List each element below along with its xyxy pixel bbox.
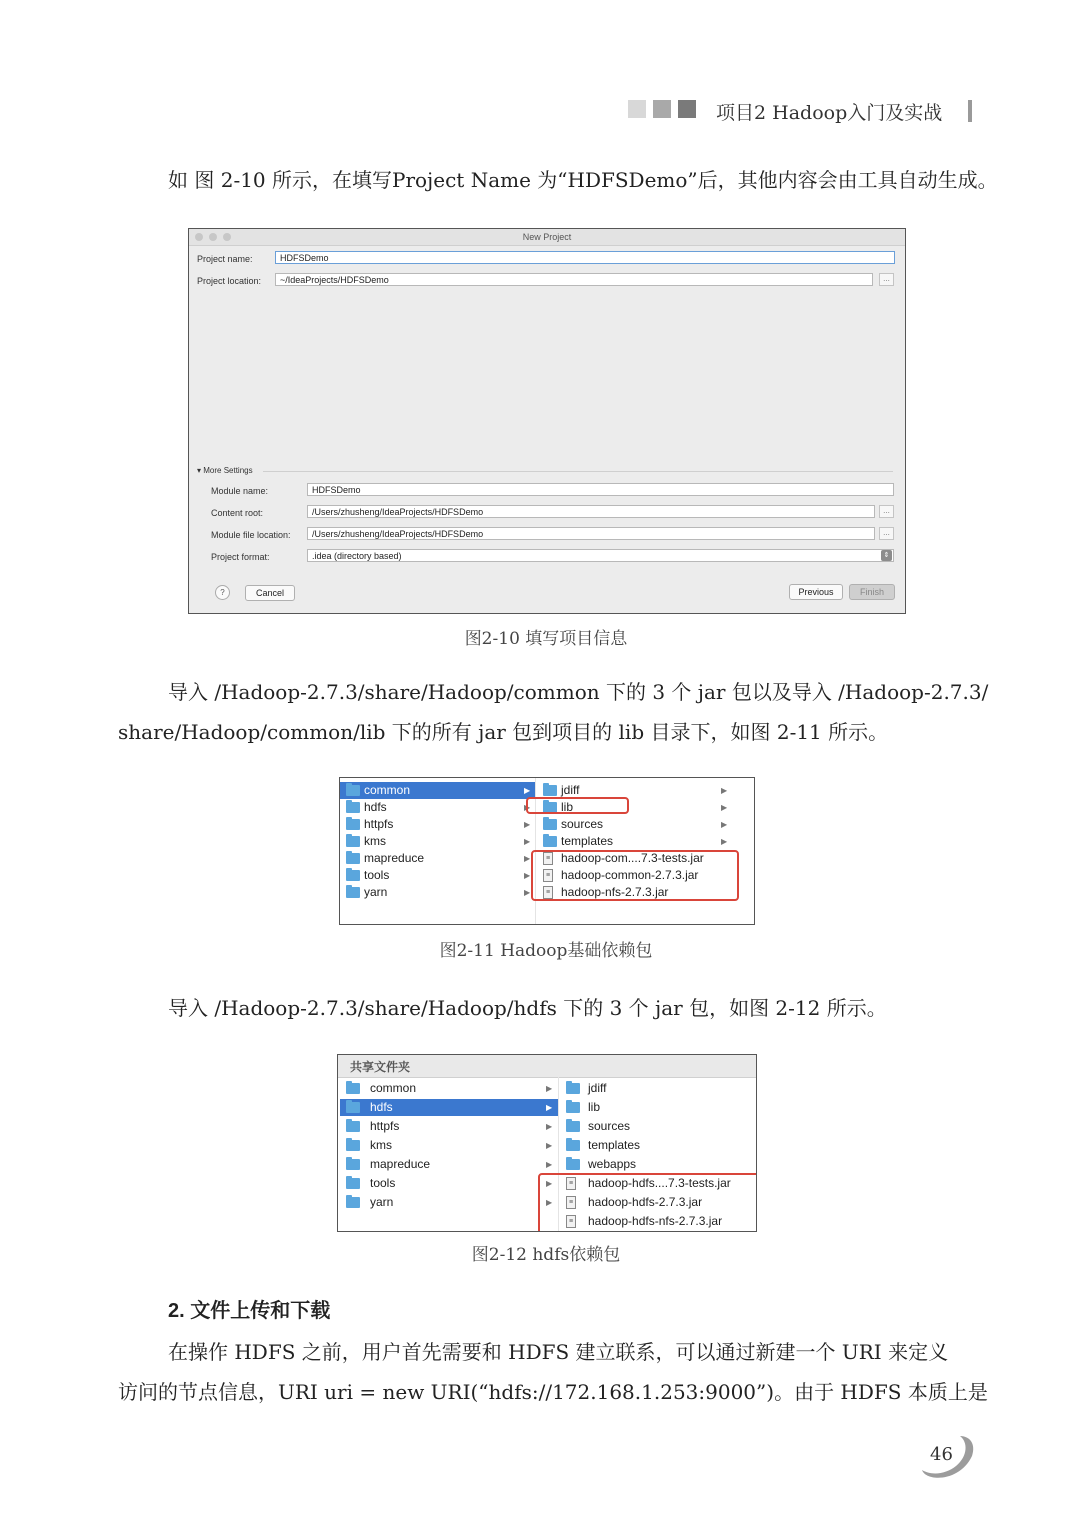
chevron-right-icon: ▶: [546, 1103, 553, 1112]
folder-icon: [346, 802, 360, 813]
more-settings-toggle[interactable]: ▾ More Settings: [197, 466, 253, 475]
browse-location-button[interactable]: ...: [879, 273, 894, 286]
folder-item-tools[interactable]: [340, 1175, 558, 1192]
item-label: hdfs: [364, 800, 387, 814]
browse-content-root-button[interactable]: ...: [879, 505, 894, 518]
folder-icon: [346, 1159, 360, 1170]
chevron-right-icon: ▶: [524, 854, 531, 863]
jar-file-icon: ≡: [543, 886, 553, 899]
folder-icon: [566, 1140, 580, 1151]
content-root-label: Content root:: [211, 508, 264, 518]
content-root-field[interactable]: /Users/zhusheng/IdeaProjects/HDFSDemo: [307, 505, 875, 518]
module-name-field[interactable]: HDFSDemo: [307, 483, 894, 496]
item-label: hadoop-hdfs-nfs-2.7.3.jar: [588, 1214, 723, 1228]
folder-item-common[interactable]: [340, 1080, 558, 1097]
select-stepper-icon: ⇕: [881, 550, 892, 561]
item-label: mapreduce: [364, 851, 425, 865]
folder-icon: [346, 887, 360, 898]
more-settings-label: More Settings: [203, 466, 253, 475]
folder-item-sources[interactable]: [560, 1118, 756, 1135]
zoom-window-icon[interactable]: [223, 233, 231, 241]
chevron-right-icon: ▶: [721, 803, 728, 812]
chevron-right-icon: ▶: [524, 803, 531, 812]
chevron-right-icon: ▶: [524, 888, 531, 897]
folder-item-httpfs[interactable]: [340, 816, 536, 833]
item-label: kms: [370, 1138, 392, 1152]
module-file-location-field[interactable]: /Users/zhusheng/IdeaProjects/HDFSDemo: [307, 527, 875, 540]
more-settings-divider: [263, 471, 893, 472]
chevron-right-icon: ▶: [721, 837, 728, 846]
chevron-right-icon: ▶: [524, 820, 531, 829]
header-square-light: [628, 100, 646, 118]
folder-icon: [346, 1178, 360, 1189]
project-name-label: Project name:: [197, 254, 253, 264]
folder-icon: [346, 870, 360, 881]
chevron-right-icon: ▶: [546, 1122, 553, 1131]
folder-item-common[interactable]: [340, 782, 536, 799]
shared-folder-header: [338, 1055, 756, 1078]
item-label: common: [364, 783, 411, 797]
figure-2-11-caption: 图2-11 Hadoop基础依赖包: [439, 941, 653, 961]
chevron-right-icon: ▶: [721, 786, 728, 795]
paragraph-3: 导入 /Hadoop-2.7.3/share/Hadoop/hdfs 下的 3 个 jar 包，如图 2-12 所示。: [168, 996, 887, 1020]
item-label: templates: [561, 834, 614, 848]
previous-button[interactable]: Previous: [789, 584, 843, 600]
jar-file-icon: ≡: [543, 852, 553, 865]
folder-item-yarn[interactable]: [340, 884, 536, 901]
module-name-label: Module name:: [211, 486, 269, 496]
item-label: tools: [364, 868, 390, 882]
header-bar: [968, 100, 972, 122]
folder-item-httpfs[interactable]: [340, 1118, 558, 1135]
item-label: tools: [370, 1176, 396, 1190]
browse-module-file-button[interactable]: ...: [879, 527, 894, 540]
lib-highlight-box: [526, 797, 629, 814]
project-location-field[interactable]: ~/IdeaProjects/HDFSDemo: [275, 273, 873, 286]
folder-item-kms[interactable]: [340, 1137, 558, 1154]
header-square-mid: [653, 100, 671, 118]
chevron-right-icon: ▶: [546, 1179, 553, 1188]
item-label: hadoop-hdfs....7.3-tests.jar: [588, 1176, 731, 1190]
item-label: hadoop-com....7.3-tests.jar: [561, 851, 704, 865]
folder-item-yarn[interactable]: [340, 1194, 558, 1211]
module-file-location-label: Module file location:: [211, 530, 291, 540]
project-format-select[interactable]: .idea (directory based): [307, 549, 894, 562]
chevron-right-icon: ▶: [524, 786, 531, 795]
folder-item-hdfs[interactable]: [340, 1099, 558, 1116]
item-label: hadoop-nfs-2.7.3.jar: [561, 885, 669, 899]
item-label: httpfs: [364, 817, 394, 831]
project-format-label: Project format:: [211, 552, 270, 562]
item-label: sources: [561, 817, 604, 831]
finish-button[interactable]: Finish: [849, 584, 895, 600]
folder-item-templates[interactable]: [537, 833, 733, 850]
close-window-icon[interactable]: [195, 233, 203, 241]
project-name-field[interactable]: HDFSDemo: [275, 251, 895, 264]
folder-icon: [346, 819, 360, 830]
folder-icon: [346, 836, 360, 847]
folder-icon: [346, 1083, 360, 1094]
page-number: 46: [930, 1444, 953, 1465]
item-label: lib: [561, 800, 574, 814]
item-label: yarn: [370, 1195, 394, 1209]
chapter-title: 项目2 Hadoop入门及实战: [716, 102, 943, 124]
folder-icon: [346, 1140, 360, 1151]
item-label: jdiff: [588, 1081, 607, 1095]
folder-item-lib[interactable]: [560, 1099, 756, 1116]
paragraph-4-line-1: 在操作 HDFS 之前，用户首先需要和 HDFS 建立联系，可以通过新建一个 URI 来定义: [168, 1340, 949, 1364]
item-label: common: [370, 1081, 417, 1095]
header-square-dark: [678, 100, 696, 118]
section-heading: 2. 文件上传和下载: [168, 1300, 331, 1322]
item-label: hadoop-common-2.7.3.jar: [561, 868, 699, 882]
item-label: hadoop-hdfs-2.7.3.jar: [588, 1195, 703, 1209]
folder-item-mapreduce[interactable]: [340, 1156, 558, 1173]
item-label: httpfs: [370, 1119, 400, 1133]
folder-icon: [346, 1121, 360, 1132]
chevron-right-icon: ▶: [546, 1141, 553, 1150]
chevron-right-icon: ▶: [546, 1160, 553, 1169]
folder-item-jdiff[interactable]: [560, 1080, 756, 1097]
paragraph-1: 如 图 2-10 所示，在填写Project Name 为“HDFSDemo”后，其他内容会由工具自动生成。: [168, 168, 998, 192]
item-label: hdfs: [370, 1100, 393, 1114]
folder-icon: [543, 819, 557, 830]
folder-icon: [346, 1102, 360, 1113]
folder-icon: [346, 853, 360, 864]
folder-item-tools[interactable]: [340, 867, 536, 884]
paragraph-4-line-2: 访问的节点信息，URI uri = new URI(“hdfs://172.168.1.253:9000”)。由于 HDFS 本质上是: [118, 1380, 988, 1404]
jar-file-icon: ≡: [566, 1196, 576, 1209]
minimize-window-icon[interactable]: [209, 233, 217, 241]
folder-item-templates[interactable]: [560, 1137, 756, 1154]
paragraph-2-line-1: 导入 /Hadoop-2.7.3/share/Hadoop/common 下的 3 个 jar 包以及导入 /Hadoop-2.7.3/: [168, 680, 989, 704]
figure-2-10-caption: 图2-10 填写项目信息: [464, 629, 628, 649]
item-label: yarn: [364, 885, 388, 899]
folder-icon: [543, 785, 557, 796]
finder-hdfs-window: [337, 1054, 757, 1232]
figure-2-12-caption: 图2-12 hdfs依赖包: [471, 1245, 621, 1265]
item-label: jdiff: [561, 783, 580, 797]
hdfs-jars-highlight-box: [538, 1173, 757, 1232]
folder-item-kms[interactable]: [340, 833, 536, 850]
item-label: sources: [588, 1119, 631, 1133]
finder-common-window: [339, 777, 755, 925]
item-label: webapps: [588, 1157, 637, 1171]
jar-file-icon: ≡: [566, 1177, 576, 1190]
help-button[interactable]: ?: [215, 585, 230, 600]
folder-item-sources[interactable]: [537, 816, 733, 833]
new-project-dialog: [188, 228, 906, 614]
folder-icon: [346, 1197, 360, 1208]
item-label: kms: [364, 834, 386, 848]
chevron-right-icon: ▶: [524, 871, 531, 880]
jar-file-icon: ≡: [543, 869, 553, 882]
folder-item-webapps[interactable]: [560, 1156, 756, 1173]
folder-icon: [566, 1102, 580, 1113]
folder-item-mapreduce[interactable]: [340, 850, 536, 867]
item-label: lib: [588, 1100, 601, 1114]
folder-item-hdfs[interactable]: [340, 799, 536, 816]
cancel-button[interactable]: Cancel: [245, 585, 295, 601]
chevron-right-icon: ▶: [721, 820, 728, 829]
folder-icon: [346, 785, 360, 796]
folder-icon: [566, 1083, 580, 1094]
dialog-titlebar: [189, 229, 905, 246]
folder-icon: [543, 836, 557, 847]
folder-icon: [566, 1159, 580, 1170]
item-label: mapreduce: [370, 1157, 431, 1171]
chevron-right-icon: ▶: [546, 1084, 553, 1093]
paragraph-2-line-2: share/Hadoop/common/lib 下的所有 jar 包到项目的 lib 目录下，如图 2-11 所示。: [118, 720, 889, 744]
dialog-title: New Project: [522, 232, 572, 242]
item-label: templates: [588, 1138, 641, 1152]
common-jars-highlight-box: [531, 850, 739, 901]
jar-file-icon: ≡: [566, 1215, 576, 1228]
shared-folder-header-label: 共享文件夹: [350, 1060, 411, 1074]
chevron-right-icon: ▶: [524, 837, 531, 846]
project-location-label: Project location:: [197, 276, 262, 286]
folder-icon: [566, 1121, 580, 1132]
chevron-right-icon: ▶: [546, 1198, 553, 1207]
